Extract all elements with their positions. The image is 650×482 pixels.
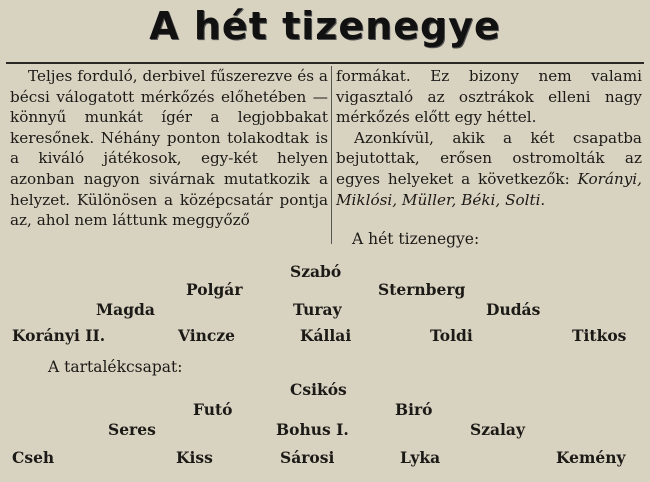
eleven-back-right: Sternberg (378, 280, 466, 299)
reserve-back-left: Futó (193, 400, 233, 419)
eleven-forward-2: Vincze (178, 326, 236, 345)
left-paragraph: Teljes forduló, derbivel fűszerezve és a bécsi válogatott mérkőzés előhetében — könnyű munkát ígér a legjobbakat keresőnek. Néhány ponton tolakodtak is a kiváló játékosok, egy-két helyen azonban nagyon sivárnak mutatkozik a helyzet. Különösen a középcsatár pontja az, ahol nem láttunk meggyőző (10, 67, 328, 230)
reserve-goalkeeper: Csikós (290, 380, 347, 399)
eleven-goalkeeper: Szabó (290, 262, 342, 281)
eleven-halfback-left: Magda (96, 300, 155, 319)
reserve-back-right: Biró (395, 400, 433, 419)
reserve-forward-5: Kemény (556, 448, 626, 467)
reserve-heading: A tartalékcsapat: (48, 358, 183, 376)
reserve-forward-3: Sárosi (280, 448, 335, 467)
eleven-forward-4: Toldi (430, 326, 473, 345)
reserve-forward-1: Cseh (12, 448, 55, 467)
headline-rule (6, 62, 644, 64)
right-paragraph-2-intro: Azonkívül, akik a két csapatba bejutottak, erősen ostromolták az egyes helyeket a következők: (336, 128, 642, 188)
eleven-forward-1: Korányi II. (12, 326, 106, 345)
eleven-back-left: Polgár (186, 280, 243, 299)
right-column (336, 66, 642, 210)
reserve-halfback-left: Seres (108, 420, 156, 439)
eleven-halfback-center: Turay (293, 300, 342, 319)
reserve-forward-4: Lyka (400, 448, 441, 467)
headline: A hét tizenegye (149, 4, 501, 48)
reserve-forward-2: Kiss (176, 448, 213, 467)
column-divider (331, 66, 332, 244)
eleven-forward-5: Titkos (572, 326, 627, 345)
right-paragraph-2-names: Korányi, Miklósi, Müller, Béki, Solti. (336, 169, 642, 209)
reserve-halfback-right: Szalay (470, 420, 525, 439)
eleven-forward-3: Kállai (300, 326, 352, 345)
right-paragraph-2 (336, 128, 642, 210)
left-column (10, 66, 328, 231)
right-paragraph-1: formákat. Ez bizony nem valami vigasztaló az osztrákok elleni nagy mérkőzés előtt egy héttel. (336, 67, 642, 127)
eleven-heading: A hét tizenegye: (352, 230, 480, 248)
reserve-halfback-center: Bohus I. (276, 420, 349, 439)
eleven-halfback-right: Dudás (486, 300, 541, 319)
